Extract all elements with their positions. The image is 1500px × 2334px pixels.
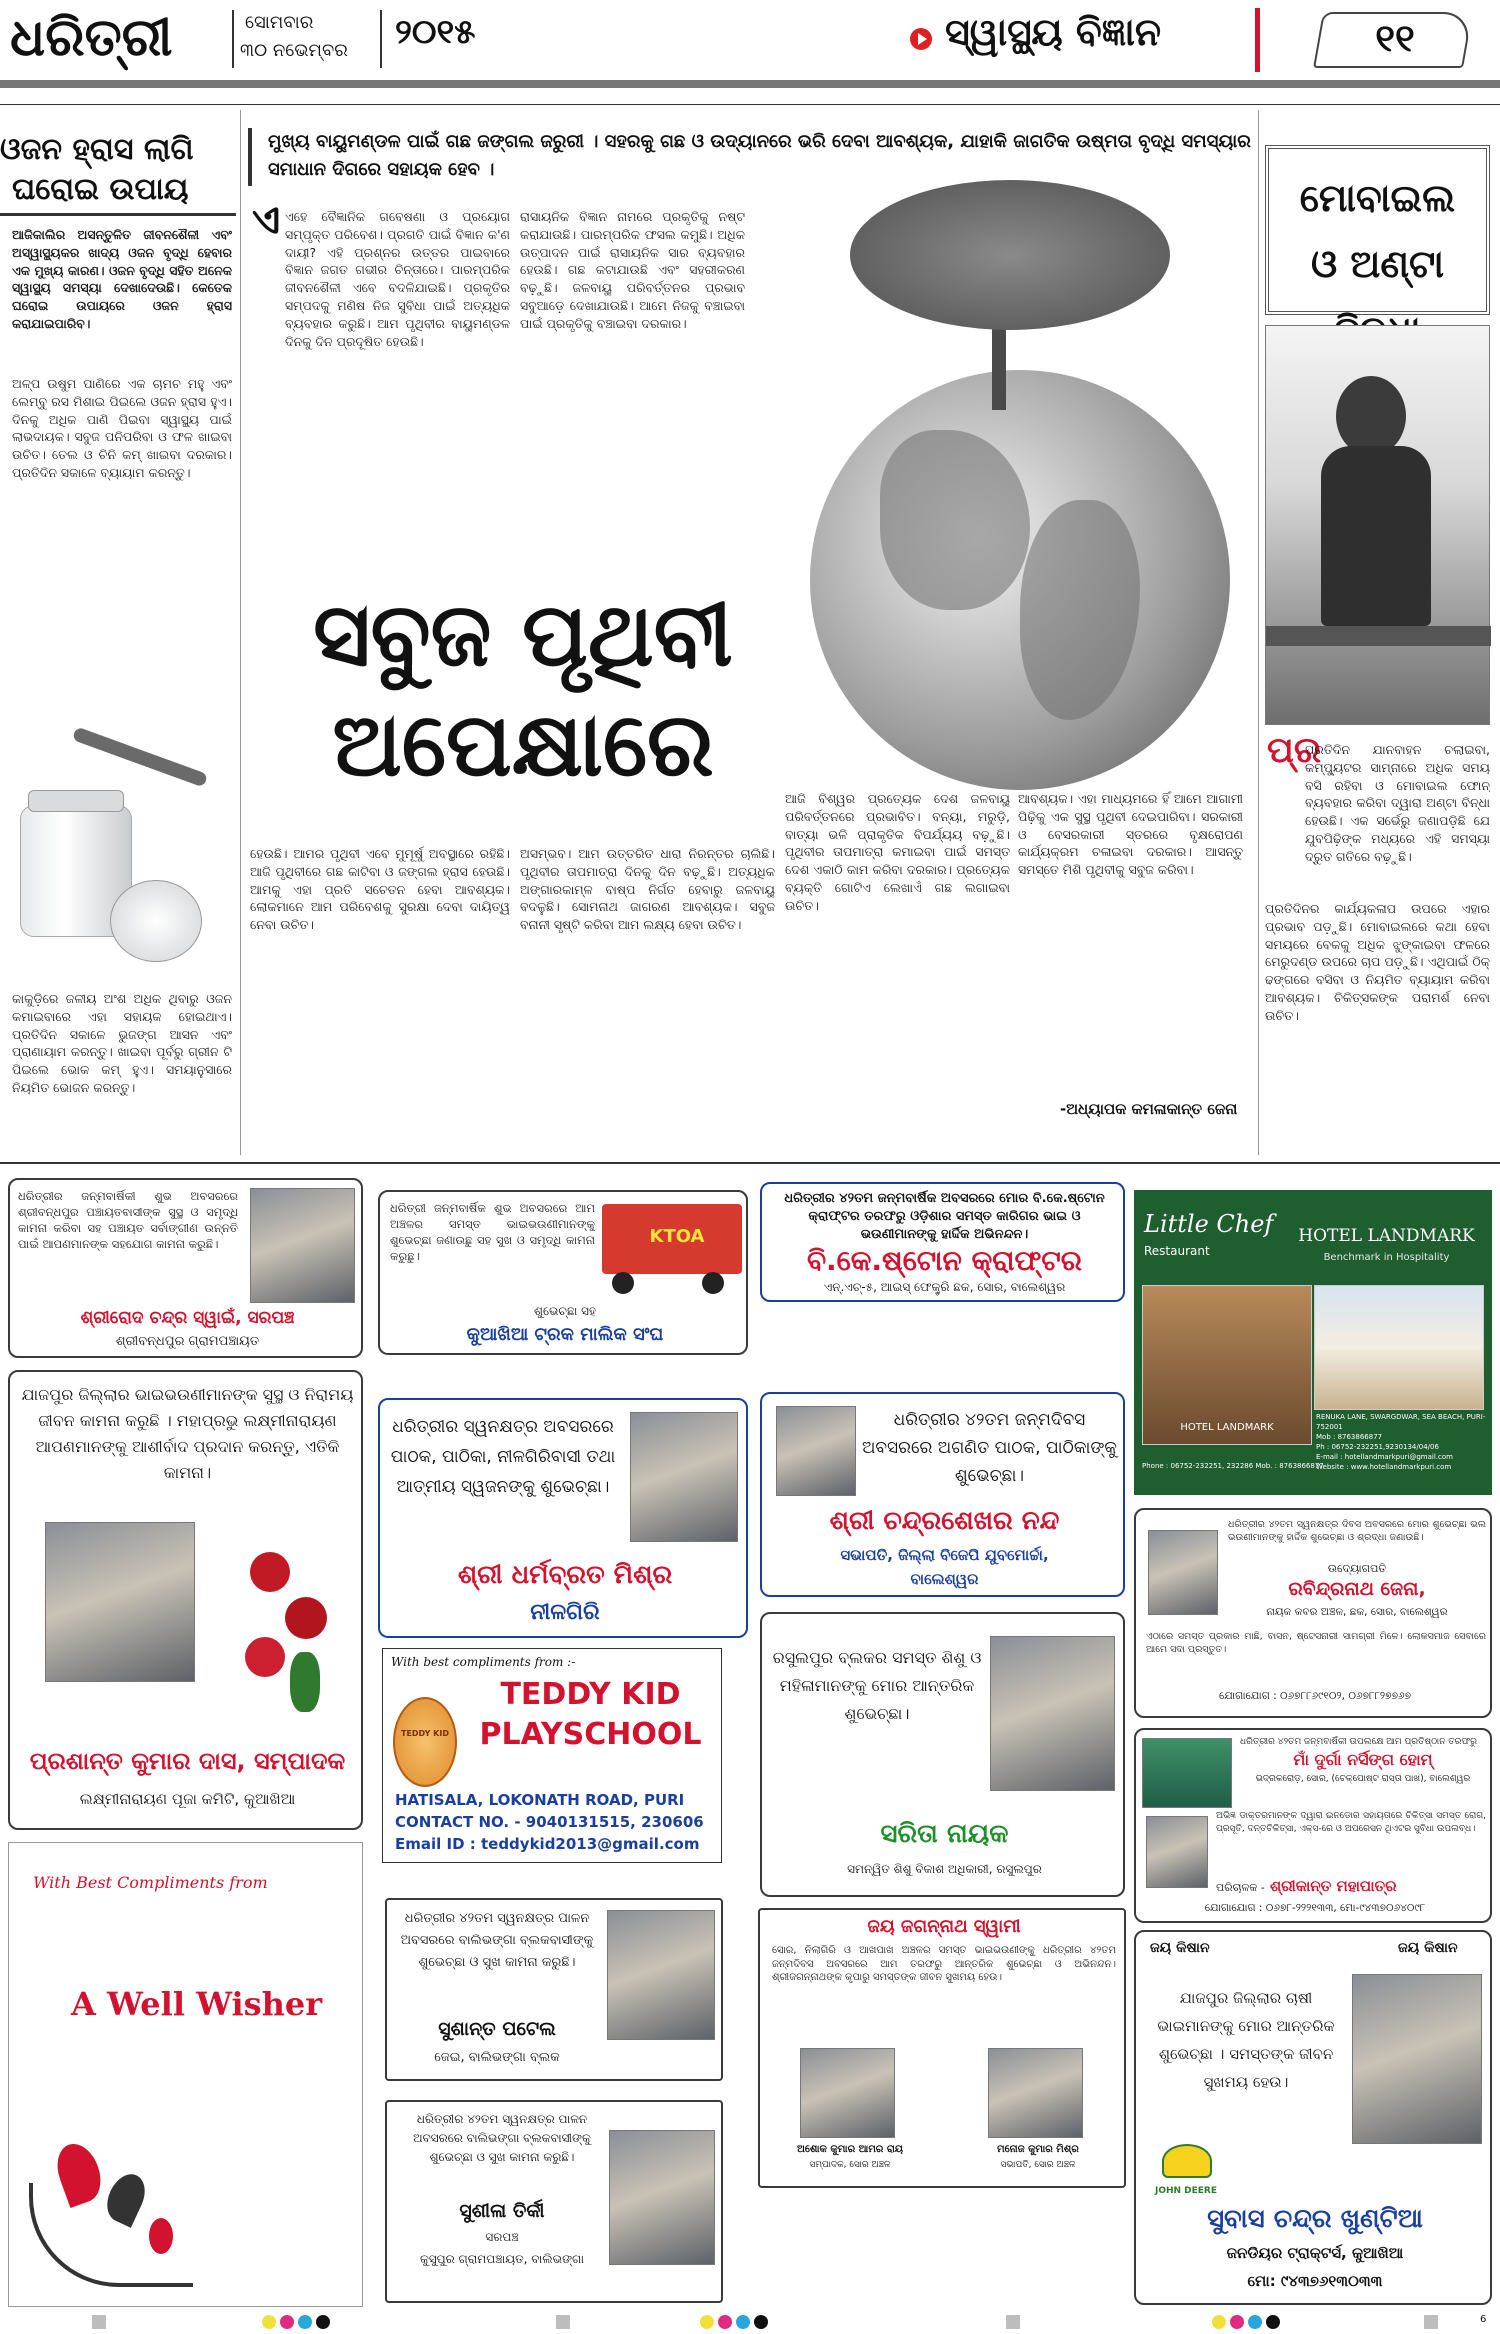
ad-truck-sender: ଶୁଭେଚ୍ଛା ସହ [534, 1304, 596, 1318]
ad-kisan-text: ଯାଜପୁର ଜିଲ୍ଲାର ଚାଷୀ ଭାଇମାନଙ୍କୁ ମୋର ଆନ୍ତରିକ ଶୁଭେଚ୍ଛା । ସମସ୍ତଙ୍କ ଜୀବନ ସୁଖମୟ ହେଉ। [1157, 1989, 1335, 2091]
hotel-phone: Ph : 06752-232251,9230134/04/06 [1316, 1443, 1439, 1451]
mobile-title-box [1265, 145, 1490, 315]
grey-block-mark [556, 2315, 570, 2329]
ad-chandrasekhar [760, 1392, 1125, 1597]
ad-prashant-photo [45, 1522, 195, 1682]
registration-dots [700, 2315, 780, 2331]
main-col-1b: ହେଉଛି। ଆମର ପୃଥିବୀ ଏବେ ମୁମୂର୍ଷୁ ଅବସ୍ଥାରେ ରହିଛି। ଆଜି ପୃଥିବୀରେ ଗଛ କାଟିବା ଓ ଜଙ୍ଗଲ ହ୍ରାସ ହେଉଛି। ଆମକୁ ଏହା ପ୍ରତି ସଚେତନ ହେବା ଆବଶ୍ୟକ। ଲୋକମାନେ ଆମ ପରିବେଶକୁ ସୁରକ୍ଷା ଦେବା ଦାୟିତ୍ୱ ନେବା ଉଚିତ। [250, 846, 510, 933]
hotel-email: E-mail : hotellandmarkpuri@gmail.com [1316, 1453, 1453, 1461]
ad-teddy-contact: CONTACT NO. - 9040131515, 230606 [395, 1813, 704, 1831]
drop-cap: ଏ [252, 197, 281, 243]
ad-nursing-name: ମାଁ ଦୁର୍ଗା ନର୍ସିଙ୍ଗ ହୋମ୍ [1293, 1750, 1433, 1769]
ad-jagannath-title: ଜୟ ଜଗନ୍ନାଥ ସ୍ୱାମୀ [867, 1916, 1021, 1937]
ad-teddy-name-line2: PLAYSCHOOL [479, 1717, 702, 1752]
ad-chandrasekhar-name: ଶ୍ରୀ ଚନ୍ଦ୍ରଶେଖର ନନ୍ଦ [829, 1506, 1060, 1536]
truck-illustration [602, 1204, 742, 1294]
ad-jagannath [758, 1908, 1126, 2188]
mobile-body: ପ୍ରତିଦିନ ଯାନବାହନ ଚଲାଇବା, କମ୍ପ୍ୟୁଟର ସାମ୍ନାରେ ଅଧିକ ସମୟ ବସି ରହିବା ଓ ମୋବାଇଲ ଫୋନ୍ ବ୍ୟବହାର କରିବା ଦ୍ୱାରା ଅଣ୍ଟା ବିନ୍ଧା ହେଉଛି। ଏକ ସର୍ଭେରୁ ଜଣାପଡ଼ିଛି ଯେ ଯୁବପିଢ଼ିଙ୍କ ମଧ୍ୟରେ ଏହି ସମସ୍ୟା ଦ୍ରୁତ ଗତିରେ ବଢ଼ୁଛି। [1305, 742, 1490, 864]
ad-kisan-name: ସୁବାସ ଚନ୍ଦ୍ର ଖୁଣ୍ଟିଆ [1207, 2204, 1423, 2234]
ad-jagannath-p1-name: ଅଶୋକ କୁମାର ଆମର ରାୟ [796, 2144, 904, 2155]
section-title: ସ୍ୱାସ୍ଥ୍ୟ ବିଜ୍ଞାନ [945, 10, 1162, 54]
ad-rabindra-role: ଉଦ୍ୟୋଗପତି [1327, 1562, 1387, 1575]
ad-sarpanch-name: ଶ୍ରୀରୋଦ ଚନ୍ଦ୍ର ସ୍ୱାଇଁ, ସରପଞ୍ଚ [80, 1308, 295, 1328]
ad-rabindra [1134, 1508, 1492, 1718]
floral-ornament [19, 2123, 219, 2293]
ad-stone [760, 1182, 1125, 1302]
hotel-restaurant-photo [1142, 1285, 1312, 1445]
main-col-3: ଆଜି ବିଶ୍ୱର ପ୍ରତ୍ୟେକ ଦେଶ ଜଳବାୟୁ ପରିବର୍ତ୍ତନରେ ପ୍ରଭାବିତ। ବନ୍ୟା, ମରୁଡ଼ି, ବାତ୍ୟା ଭଳି ପ୍ରାକୃତିକ ବିପର୍ଯ୍ୟୟ ବଢ଼ୁଛି। ପୃଥିବୀର ତାପମାତ୍ରା କମାଇବା ପାଇଁ ସମସ୍ତ ଦେଶ ଏକାଠି କାମ କରିବା ଦରକାର। ପ୍ରତ୍ୟେକ ବ୍ୟକ୍ତି ଗୋଟିଏ ଲେଖାଏଁ ଗଛ ଲଗାଇବା ଉଚିତ। [785, 791, 1010, 913]
hotel-mob: Mob : 8763866877 [1316, 1433, 1383, 1441]
ad-kisan-right-title: ଜୟ କିଷାନ [1398, 1940, 1458, 1956]
ad-chandrasekhar-place: ବାଲେଶ୍ୱର [910, 1570, 979, 1588]
ad-well-wisher-compliments: With Best Compliments from [33, 1873, 268, 1892]
ad-prashant-org: ଲକ୍ଷ୍ମୀନାରାୟଣ ପୂଜା କମିଟି, କୁଆଖିଆ [79, 1790, 296, 1808]
ad-jagannath-photo-1 [800, 2048, 895, 2138]
masthead-rule [0, 80, 1500, 88]
weight-body-continued: କାକୁଡ଼ିରେ ଜଳୀୟ ଅଂଶ ଅଧିକ ଥିବାରୁ ଓଜନ କମାଇବାରେ ଏହା ସହାୟକ ହୋଇଥାଏ। ପ୍ରତିଦିନ ସକାଳେ ଭୁଜଙ୍ଗ ଆସନ ଏବଂ ପ୍ରାଣାୟାମ କରନ୍ତୁ। ଖାଇବା ପୂର୍ବରୁ ଗ୍ରୀନ ଟି ପିଇଲେ ଭୋକ କମ୍ ହୁଏ। ସମୟାନୁସାରେ ନିୟମିତ ଭୋଜନ କରନ୍ତୁ। [12, 991, 232, 1095]
masthead-date: ୩୦ ନଭେମ୍ବର [240, 40, 348, 61]
ad-nursing-details: ଅଭିଜ୍ଞ ଡାକ୍ତରମାନଙ୍କ ଦ୍ୱାରା ଇନଡୋର ସହାୟତାରେ ଚିକିତ୍ସା ସମସ୍ତ ରୋଗ, ପ୍ରସୂତି, ଦନ୍ତଚିକିତ୍ସା, ଏକ୍ସ-ରେ ଓ ଅପରେସନ ଥିଏଟର ସୁବିଧା ଉପଲବ୍ଧ। [1216, 1811, 1486, 1834]
ad-rabindra-name: ରବିନ୍ଦ୍ରନାଥ ଜେନା, [1288, 1578, 1426, 1600]
ad-sushant-photo [607, 1910, 715, 2040]
ad-sarita-photo [990, 1636, 1115, 1791]
ad-rabindra-details: ଏଠାରେ ସମସ୍ତ ପ୍ରକାର ମାଛି, ବାସନ, ଷ୍ଟେସନାରୀ ସାମଗ୍ରୀ ମିଳେ। ଲୋକସମାଜ ସେବାରେ ଆମେ ସଦା ପ୍ରସ୍ତୁତ। [1146, 1631, 1486, 1655]
ad-kisan-brand: JOHN DEERE [1154, 2186, 1218, 2196]
ad-dharmabrata-text: ଧରିତ୍ରୀର ସ୍ୱନକ୍ଷତ୍ର ଅବସରରେ ପାଠକ, ପାଠିକା, ନୀଳଗିରିବାସୀ ତଥା ଆତ୍ମୀୟ ସ୍ୱଜନଙ୍କୁ ଶୁଭେଚ୍ଛା। [390, 1417, 616, 1497]
ad-nursing-manager: ଶ୍ରୀକାନ୍ତ ମହାପାତ୍ର [1269, 1877, 1397, 1895]
ad-kisan-photo [1352, 1974, 1482, 2144]
ads-separator [0, 1162, 1500, 1164]
ad-sushila-title: ସରପଞ୍ଚ [485, 2230, 519, 2244]
ad-sushila-name: ସୁଶୀଳା ତିର୍କୀ [459, 2200, 545, 2222]
ad-jagannath-p1-title: ସମ୍ପାଦକ, ସୋର ଅଞ୍ଚଳ [809, 2160, 891, 2170]
ad-teddy-email: Email ID : teddykid2013@gmail.com [395, 1835, 700, 1853]
ad-teddy-compliments: With best compliments from :- [391, 1655, 576, 1669]
mobile-title-line1: ମୋବାଇଲ [1299, 176, 1456, 220]
masthead-day: ସୋମବାର [245, 12, 314, 33]
ad-sarita [760, 1612, 1125, 1897]
ad-kisan-phone: ମୋ: ୯୪୩୭୬୧୩୦୩୩ [1247, 2272, 1383, 2290]
ad-sushila-text: ଧରିତ୍ରୀର ୪୨ତମ ସ୍ୱନକ୍ଷତ୍ର ପାଳନ ଅବସରରେ ବାଲିଭଙ୍ଗା ବ୍ଲକବାସୀଙ୍କୁ ଶୁଭେଚ୍ଛା ଓ ସୁଖ କାମନା କରୁଛି। [413, 2112, 591, 2164]
weight-title-line2: ଘରୋଇ ଉପାୟ [12, 172, 189, 207]
ad-prashant-name: ପ୍ରଶାନ୍ତ କୁମାର ଦାସ, ସମ୍ପାଦକ [29, 1747, 346, 1775]
ad-sarita-name: ସରିତା ନାୟକ [880, 1819, 1009, 1849]
hotel-tagline: Benchmark in Hospitality [1323, 1252, 1450, 1263]
ad-truck-text: ଧରିତ୍ରୀ ଜନ୍ମବାର୍ଷିକ ଶୁଭ ଅବସରରେ ଆମ ଅଞ୍ଚଳର ସମସ୍ତ ଭାଇଭଉଣୀମାନଙ୍କୁ ଶୁଭେଚ୍ଛା ଜଣାଉଛୁ ସହ ସୁଖ ଓ ସମୃଦ୍ଧି କାମନା କରୁଛୁ। [390, 1201, 595, 1263]
main-title-line1: ସବୁଜ ପୃଥିବୀ [313, 583, 733, 686]
registration-dots [1212, 2315, 1292, 2331]
masthead-divider [232, 10, 234, 68]
masthead-year: ୨୦୧୫ [395, 12, 476, 52]
ad-sarpanch [8, 1178, 363, 1358]
truck-label: KTOA [649, 1226, 705, 1247]
masthead-rule-thin [0, 104, 1500, 105]
ad-well-wisher-name: A Well Wisher [71, 1985, 323, 2023]
main-col-2b: ଅସମ୍ଭବ। ଆମ ଉତ୍ତରିତ ଧାରା ନିରନ୍ତର ଚାଲିଛି। ପୃଥିବୀର ତାପମାତ୍ରା ଦିନକୁ ଦିନ ବଢ଼ୁଛି। ଅତ୍ୟଧିକ ଅଙ୍ଗାରକାମ୍ଳ ବାଷ୍ପ ନିର୍ଗତ ହେବାରୁ ଜଳବାୟୁ ବଦଳୁଛି। ସୋମନାଥ ଜାଗରଣ ଆବଶ୍ୟକ। ସବୁଜ ବନାନୀ ସୃଷ୍ଟି କରିବା ଆମ ଲକ୍ଷ୍ୟ ହେବା ଉଚିତ। [520, 846, 775, 933]
ad-chandrasekhar-title: ସଭାପତି, ଜିଲ୍ଲା ବିଜେପି ଯୁବମୋର୍ଚ୍ଚା, [840, 1546, 1049, 1564]
mobile-title-line2: ଓ ଅଣ୍ଟା [1310, 242, 1445, 286]
ad-chandrasekhar-photo [776, 1406, 856, 1496]
tree-globe-image [760, 170, 1260, 780]
ad-nursing-manager-label: ପରିଚାଳକ - [1216, 1881, 1265, 1894]
ad-sushant [385, 1898, 723, 2081]
ad-jagannath-p2-name: ମନୋଜ କୁମାର ମିଶ୍ର [997, 2144, 1079, 2155]
ad-hotel [1134, 1190, 1492, 1495]
ad-dharmabrata-name: ଶ୍ରୀ ଧର୍ମବ୍ରତ ମିଶ୍ର [457, 1560, 673, 1590]
main-col-2: ରାସାୟନିକ ବିଜ୍ଞାନ ନାମରେ ପ୍ରକୃତିକୁ ନଷ୍ଟ କରାଯାଉଛି। ପାରମ୍ପରିକ ଫସଲ କମୁଛି। ଅଧିକ ଉତ୍ପାଦନ ପାଇଁ ରାସାୟନିକ ସାର ବ୍ୟବହାର ହେଉଛି। ଗଛ କଟାଯାଉଛି ଏବଂ ସହରୀକରଣ ବଢ଼ୁଛି। ଜଳବାୟୁ ପରିବର୍ତ୍ତନର ପ୍ରଭାବ ସବୁଆଡ଼େ ଦେଖାଯାଉଛି। ଆମେ ନିଜକୁ ବଞ୍ଚାଇବା ପାଇଁ ପ୍ରକୃତିକୁ ବଞ୍ଚାଇବା ଦରକାର। [520, 209, 745, 331]
teddy-bear-icon [393, 1697, 457, 1787]
ad-sushant-name: ସୁଶାନ୍ତ ପଟେଲ [438, 2018, 556, 2040]
ad-nursing-manager-row [1216, 1876, 1486, 1895]
honey-jar-illustration [10, 730, 225, 970]
ad-dharmabrata [378, 1398, 748, 1638]
main-col-4: ଆବଶ୍ୟକ। ଏହା ମାଧ୍ୟମରେ ହିଁ ଆମେ ଆଗାମୀ ପିଢ଼ିକୁ ଏକ ସୁସ୍ଥ ପୃଥିବୀ ଦେଇପାରିବା। ସରକାରୀ ଓ ବେସରକାରୀ ସ୍ତରରେ ବୃକ୍ଷରୋପଣ କାର୍ଯ୍ୟକ୍ରମ ଚଳାଇବା ଦରକାର। ଆସନ୍ତୁ ସମସ୍ତେ ମିଶି ପୃଥିବୀକୁ ସବୁଜ କରିବା। [1018, 791, 1243, 878]
ad-nursing-doctor-photo [1146, 1816, 1208, 1888]
ad-kisan-left-title: ଜୟ କିଷାନ [1150, 1940, 1210, 1956]
masthead [0, 0, 1500, 90]
ad-sarpanch-photo [250, 1188, 355, 1303]
page-number: ୧୧ [1375, 16, 1415, 60]
registration-dots [262, 2315, 342, 2331]
main-byline: -ଅଧ୍ୟାପକ କମଳାକାନ୍ତ ଜେନା [1060, 1100, 1238, 1118]
hotel-building-photo [1314, 1285, 1484, 1410]
mobile-body-continued: ପ୍ରତିଦିନର କାର୍ଯ୍ୟକଳାପ ଉପରେ ଏହାର ପ୍ରଭାବ ପଡ଼ୁଛି। ମୋବାଇଲରେ କଥା ହେବା ସମୟରେ ବେକକୁ ଅଧିକ ଝୁଙ୍କାଇବା ଫଳରେ ମେରୁଦଣ୍ଡ ଉପରେ ଚାପ ପଡ଼ୁଛି। ଏଥିପାଇଁ ଠିକ୍ ଢଙ୍ଗରେ ବସିବା ଓ ନିୟମିତ ବ୍ୟାୟାମ କରିବା ଆବଶ୍ୟକ। ଚିକିତ୍ସକଙ୍କ ପରାମର୍ଶ ନେବା ଉଚିତ। [1265, 901, 1490, 1023]
little-chef-logo [1144, 1210, 1284, 1280]
ad-prashant [8, 1370, 363, 1830]
weight-intro: ଆଜିକାଲିର ଅସନ୍ତୁଳିତ ଜୀବନଶୈଳୀ ଏବଂ ଅସ୍ୱାସ୍ଥ୍ୟକର ଖାଦ୍ୟ ଓଜନ ବୃଦ୍ଧି ହେବାର ଏକ ମୁଖ୍ୟ କାରଣ। ଓଜନ ବୃଦ୍ଧି ସହିତ ଅନେକ ସ୍ୱାସ୍ଥ୍ୟ ସମସ୍ୟା ଦେଖାଦେଉଛି। କେତେକ ଘରୋଇ ଉପାୟରେ ଓଜନ ହ୍ରାସ କରାଯାଇପାରିବ। [12, 227, 232, 331]
ad-kisan-title: ଜନଡିୟର ଟ୍ରାକ୍ଟର୍ସ, କୁଆଖିଆ [1226, 2244, 1404, 2262]
ad-kisan [1134, 1930, 1492, 2305]
ad-sarpanch-place: ଶ୍ରୀବନ୍ଧପୁର ଗ୍ରାମପଞ୍ଚାୟତ [115, 1334, 260, 1349]
print-marks-footer [0, 2312, 1500, 2334]
main-col-1: ଏହେ ବୈଜ୍ଞାନିକ ଗବେଷଣା ଓ ପ୍ରୟୋଗ ସମ୍ପୃକ୍ତ ପରିବେଶ। ପ୍ରଗତି ପାଇଁ ବିଜ୍ଞାନ କ'ଣ ଦାୟୀ? ଏହି ପ୍ରଶ୍ନର ଉତ୍ତର ପାଇବାରେ ବିଜ୍ଞାନ ଜଗତ ଗଭୀର ଚିନ୍ତାରେ। ପାରମ୍ପରିକ ଜୀବନଶୈଳୀ ଏବେ ବଦଳିଯାଇଛି। ପ୍ରକୃତିର ସମ୍ପଦକୁ ମଣିଷ ନିଜ ସୁବିଧା ପାଇଁ ଅତ୍ୟଧିକ ବ୍ୟବହାର କରୁଛି। ଆମ ପୃଥିବୀର ବାୟୁମଣ୍ଡଳ ଦିନକୁ ଦିନ ପ୍ରଦୂଷିତ ହେଉଛି। [285, 209, 510, 349]
mobile-article [1265, 145, 1495, 1145]
ad-dharmabrata-photo [630, 1412, 738, 1542]
ad-nursing-text: ଧରିତ୍ରୀର ୪୨ତମ ଜନ୍ମବାର୍ଷିକୀ ଉପଲକ୍ଷେ ଆମ ପ୍ରତିଷ୍ଠାନ ତରଫରୁ [1240, 1737, 1477, 1747]
grey-block-mark [92, 2315, 106, 2329]
newspaper-logo: ଧରିତ୍ରୀ [10, 8, 173, 68]
hotel-phone-strip: Phone : 06752-232251, 232286 Mob. : 8763866877 [1142, 1462, 1324, 1470]
john-deere-logo [1152, 2144, 1222, 2184]
woman-back-pain-photo [1265, 325, 1490, 725]
weight-title-line1: ଓଜନ ହ୍ରାସ ଲାଗି [0, 132, 194, 167]
main-headline: ମୁଖ୍ୟ ବାୟୁମଣ୍ଡଳ ପାଇଁ ଗଛ ଜଙ୍ଗଲ ଜରୁରୀ । ସହରକୁ ଗଛ ଓ ଉଦ୍ୟାନରେ ଭରି ଦେବା ଆବଶ୍ୟକ, ଯାହାକି ଜାଗତିକ ଉଷ୍ମତା ବୃଦ୍ଧି ସମସ୍ୟାର ସମାଧାନ ଦିଗରେ ସହାୟକ ହେବ । [268, 131, 1251, 180]
ad-well-wisher [8, 1842, 363, 2307]
column-rule [240, 110, 241, 1155]
ad-sarpanch-text: ଧରିତ୍ରୀର ଜନ୍ମବାର୍ଷିକୀ ଶୁଭ ଅବସରରେ ଶ୍ରୀବନ୍ଧପୁର ପଞ୍ଚାୟତବାସୀଙ୍କ ସୁସ୍ଥ ଓ ସମୃଦ୍ଧି କାମନା କରିବା ସହ ପଞ୍ଚାୟତ ସର୍ବାଙ୍ଗୀଣ ଉନ୍ନତି ପାଇଁ ଆପଣମାନଙ୍କ ସହଯୋଗ କାମନା କରୁଛି। [18, 1189, 238, 1251]
ad-jagannath-p2-title: ସଭାପତି, ସୋର ଅଞ୍ଚଳ [1000, 2160, 1076, 2170]
ad-stone-name: ବି.କେ.ଷ୍ଟୋନ କ୍ରାଫ୍ଟର [806, 1244, 1083, 1277]
ad-nursing-theatre-photo [1142, 1738, 1232, 1808]
weight-article [0, 130, 236, 1154]
ad-stone-text: ଧରିତ୍ରୀର ୪୨ତମ ଜନ୍ମବାର୍ଷିକ ଅବସରରେ ମୋର ବି.କେ.ଷ୍ଟୋନ କ୍ରାଫ୍ଟର ତରଫରୁ ଓଡ଼ିଶାର ସମସ୍ତ କାରିଗର ଭାଇ ଓ ଭଉଣୀମାନଙ୍କୁ ହାର୍ଦ୍ଦିକ ଅଭିନନ୍ଦନ। [784, 1191, 1105, 1242]
grey-block-mark [1006, 2315, 1020, 2329]
ad-sarita-text: ରସୁଲପୁର ବ୍ଲକର ସମସ୍ତ ଶିଶୁ ଓ ମହିଳାମାନଙ୍କୁ ମୋର ଆନ୍ତରିକ ଶୁଭେଚ୍ଛା। [772, 1648, 982, 1723]
ad-rabindra-phone: ଯୋଗାଯୋଗ : ୦୬୭୮୮୬୯୧୦୨, ୦୬୭୮୮୨୭୭୬୭ [1218, 1690, 1412, 1702]
weight-body: ଅଳ୍ପ ଉଷୁମ ପାଣିରେ ଏକ ଚାମଚ ମହୁ ଏବଂ ଲେମ୍ବୁ ରସ ମିଶାଇ ପିଇଲେ ଓଜନ ହ୍ରାସ ହୁଏ। ଦିନକୁ ଅଧିକ ପାଣି ପିଇବା ସ୍ୱାସ୍ଥ୍ୟ ପାଇଁ ଲାଭଦାୟକ। ସବୁଜ ପନିପରିବା ଓ ଫଳ ଖାଇବା ଉଚିତ। ତେଲ ଓ ଚିନି କମ୍ ଖାଇବା ଦରକାର। ପ୍ରତିଦିନ ସକାଳେ ବ୍ୟାୟାମ କରନ୍ତୁ। [12, 376, 232, 480]
ad-jagannath-text: ସୋର, ନିଲାଗିରି ଓ ଆଖପାଖ ଅଞ୍ଚଳର ସମସ୍ତ ଭାଇଭଉଣୀଙ୍କୁ ଧରିତ୍ରୀର ୪୨ତମ ଜନ୍ମଦିବସ ଅବସରରେ ଆମ ତରଫରୁ ଆନ୍ତରିକ ଶୁଭେଚ୍ଛା ଓ ଅଭିନନ୍ଦନ। ଶ୍ରୀଜଗନ୍ନାଥଙ୍କ କୃପାରୁ ସମସ୍ତଙ୍କ ଜୀବନ ସୁଖମୟ ହେଉ। [772, 1945, 1116, 1983]
ad-teddy-address: HATISALA, LOKONATH ROAD, PURI [395, 1791, 685, 1809]
ad-rabindra-address: ନାୟକ କବର ଅଞ୍ଚଳ, ଛକ, ସୋର, ବାଲେଶ୍ୱର [1266, 1606, 1448, 1618]
ad-teddy [382, 1648, 722, 1863]
play-icon [910, 28, 932, 50]
section-divider [1255, 8, 1260, 72]
ad-rabindra-text: ଧରିତ୍ରୀର ୪୨ତମ ସ୍ୱନକ୍ଷତ୍ର ଦିବସ ଅବସରରେ ମୋର ଶୁଭେଚ୍ଛା ଭଲ ଭଉଣୀମାନଙ୍କୁ ହାର୍ଦ୍ଦିକ ଶୁଭେଚ୍ଛା ଓ ଶ୍ରଦ୍ଧା ଜଣାଉଛି। [1228, 1519, 1486, 1543]
grey-block-mark [1424, 2315, 1438, 2329]
ad-prashant-text: ଯାଜପୁର ଜିଲ୍ଲାର ଭାଇଭଉଣୀମାନଙ୍କ ସୁସ୍ଥ ଓ ନିରାମୟ ଜୀବନ କାମନା କରୁଛି । ମହାପ୍ରଭୁ ଲକ୍ଷ୍ମୀନାରାୟଣ ଆପଣମାନଙ୍କୁ ଆଶୀର୍ବାଦ ପ୍ରଦାନ କରନ୍ତୁ, ଏତିକି କାମନା। [21, 1385, 354, 1482]
ad-sushant-place: ଜେଇ, ବାଲିଭଙ୍ଗା ବ୍ଲକ [434, 2050, 560, 2065]
ad-sarita-title: ସମନ୍ୱିତ ଶିଶୁ ବିକାଶ ଅଧିକାରୀ, ରସୁଲପୁର [847, 1862, 1042, 1876]
hotel-name: HOTEL LANDMARK [1298, 1226, 1475, 1246]
masthead-divider [380, 10, 382, 68]
rose-illustration [230, 1542, 350, 1712]
ad-sushila-photo [609, 2130, 715, 2265]
hotel-sign: HOTEL LANDMARK [1180, 1422, 1274, 1433]
ad-truck [378, 1190, 748, 1355]
ad-teddy-name-line1: TEDDY KID [500, 1677, 681, 1712]
page-marker: 6 [1480, 2314, 1487, 2325]
ad-chandrasekhar-text: ଧରିତ୍ରୀର ୪୨ତମ ଜନ୍ମଦିବସ ଅବସରରେ ଅଗଣିତ ପାଠକ, ପାଠିକାଙ୍କୁ ଶୁଭେଚ୍ଛା। [862, 1410, 1117, 1486]
hotel-website: Website : www.hotellandmarkpuri.com [1316, 1463, 1452, 1471]
ad-sushila [385, 2100, 723, 2303]
hotel-address: RENUKA LANE, SWARGDWAR, SEA BEACH, PURI-752001 [1316, 1413, 1486, 1431]
main-title [248, 580, 798, 830]
ad-truck-name: କୁଆଖିଆ ଟ୍ରକ ମାଲିକ ସଂଘ [466, 1324, 664, 1345]
little-chef-brand: Little Chef [1144, 1210, 1274, 1238]
ad-nursing-address: ଭଦ୍ରକରୋଡ଼, ସୋର, (ଚେକ୍ପୋଷ୍ଟ ରାସ୍ତା ପାଖ), ବାଲେଶ୍ୱର [1255, 1774, 1471, 1784]
ad-sushila-place: କୁସୁପୁର ଗ୍ରାମପଞ୍ଚାୟତ, ବାଲିଭଙ୍ଗା [419, 2252, 585, 2266]
ad-sushant-text: ଧରିତ୍ରୀର ୪୨ତମ ସ୍ୱନକ୍ଷତ୍ର ପାଳନ ଅବସରରେ ବାଲିଭଙ୍ଗା ବ୍ଲକବାସୀଙ୍କୁ ଶୁଭେଚ୍ଛା ଓ ସୁଖ କାମନା କରୁଛି। [400, 1911, 594, 1970]
ad-jagannath-photo-2 [988, 2048, 1083, 2138]
ad-rabindra-photo [1148, 1530, 1218, 1615]
ad-dharmabrata-place: ନୀଳଗିରି [530, 1600, 600, 1625]
ad-nursing [1134, 1728, 1492, 1923]
drop-cap: ପ୍ର [1267, 730, 1322, 771]
teddy-logo-label: TEDDY KID [400, 1729, 449, 1738]
ad-nursing-phone: ଯୋଗାଯୋଗ : ୦୬୭୮-୨୨୨୧୩୩, ମୋ-୯୪୩୭୦୬୪୦୯୮ [1204, 1902, 1426, 1914]
column-rule [1258, 110, 1259, 1155]
little-chef-label: Restaurant [1144, 1244, 1210, 1258]
ad-stone-address: ଏନ୍.ଏଚ୍-୫, ଆଇସ୍ ଫେକ୍ଟ୍ରି ଛକ, ସୋର, ବାଲେଶ୍ୱର [823, 1280, 1066, 1294]
main-title-line2: ଅପେକ୍ଷାରେ [332, 693, 714, 796]
weight-title [0, 130, 236, 216]
